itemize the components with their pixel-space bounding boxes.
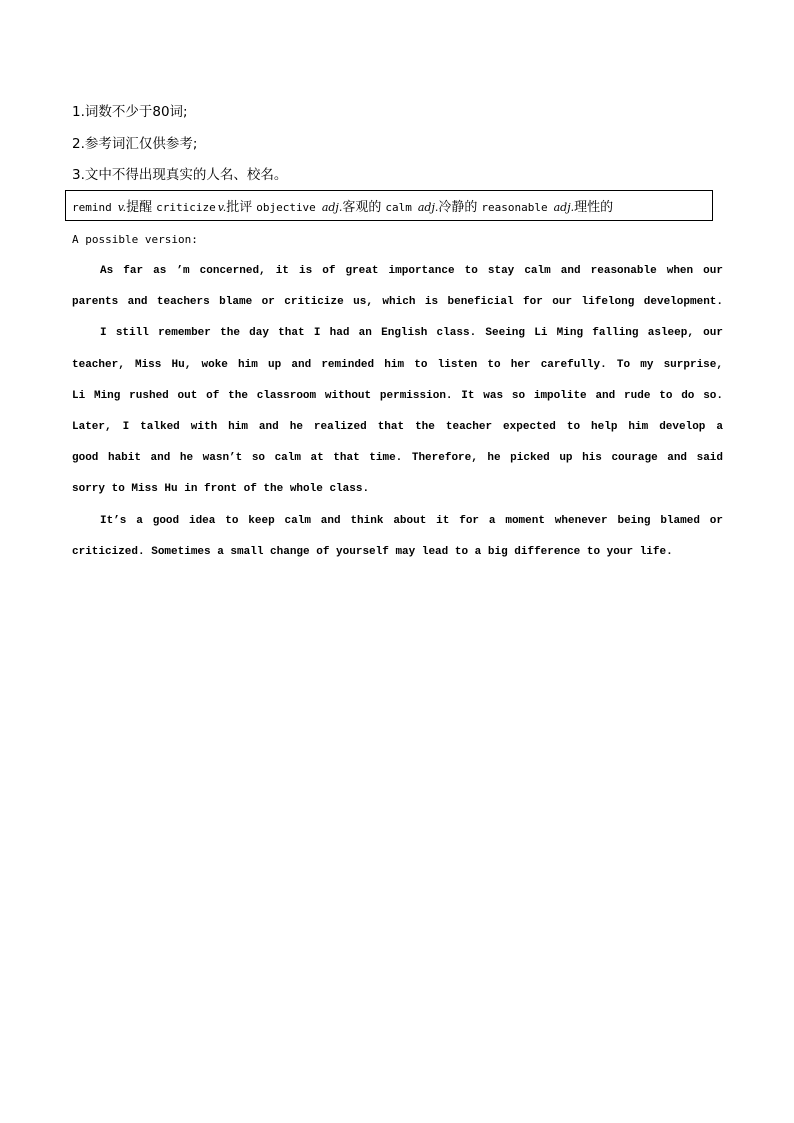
vocab-meaning: 理性的 xyxy=(574,200,614,215)
vocab-word: criticize xyxy=(156,201,216,214)
vocab-word: objective xyxy=(256,201,316,214)
vocab-meaning: 提醒 xyxy=(126,200,153,215)
vocab-pos: adj. xyxy=(417,201,439,214)
essay-line: I still remember the day that I had an English class. Seeing Li Ming falling asleep, our xyxy=(100,327,723,339)
vocab-meaning: 客观的 xyxy=(342,200,382,215)
essay-line: Li Ming rushed out of the classroom without permission. It was so impolite and rude to do so. xyxy=(72,390,723,402)
vocab-pos: adj. xyxy=(553,201,575,214)
vocab-item-reasonable xyxy=(481,196,613,215)
vocab-item-remind xyxy=(72,196,152,215)
vocab-item-objective xyxy=(256,196,381,215)
vocab-meaning: 冷静的 xyxy=(438,200,478,215)
vocab-item-criticize xyxy=(156,196,252,215)
essay-line: teacher, Miss Hu, woke him up and reminded him to listen to her carefully. To my surprise, xyxy=(72,359,723,371)
vocab-item-calm xyxy=(385,196,477,215)
vocab-pos: v. xyxy=(217,201,227,214)
essay-line: parents and teachers blame or criticize us, which is beneficial for our lifelong development. xyxy=(72,296,723,308)
essay-line: Later, I talked with him and he realized that the teacher expected to help him develop a xyxy=(72,421,723,433)
essay-line: As far as ’m concerned, it is of great importance to stay calm and reasonable when our xyxy=(100,265,723,277)
vocab-word: calm xyxy=(385,201,412,214)
requirement-1: 1.词数不少于80词; xyxy=(72,104,188,120)
vocab-meaning: 批评 xyxy=(226,200,253,215)
essay-line: good habit and he wasn’t so calm at that time. Therefore, he picked up his courage and said xyxy=(72,452,723,464)
requirement-2: 2.参考词汇仅供参考; xyxy=(72,136,198,152)
version-label: A possible version: xyxy=(72,233,198,246)
vocab-word: reasonable xyxy=(481,201,548,214)
vocab-pos: v. xyxy=(117,201,127,214)
essay-line: It’s a good idea to keep calm and think about it for a moment whenever being blamed or xyxy=(100,515,723,527)
vocab-pos: adj. xyxy=(321,201,343,214)
vocab-word: remind xyxy=(72,201,112,214)
vocabulary-box xyxy=(65,190,713,221)
essay-line: criticized. Sometimes a small change of yourself may lead to a big difference to your life. xyxy=(72,546,673,558)
requirement-3: 3.文中不得出现真实的人名、校名。 xyxy=(72,167,288,183)
essay-line: sorry to Miss Hu in front of the whole class. xyxy=(72,483,370,495)
